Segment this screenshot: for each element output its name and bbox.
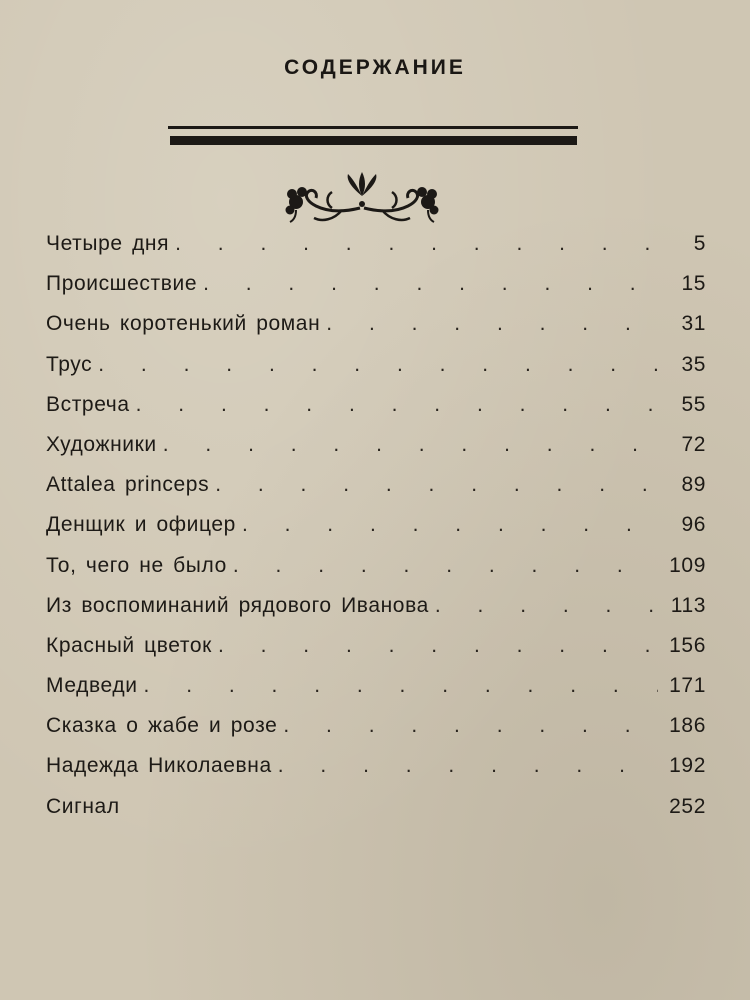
toc-entry [46,345,706,385]
dot-leader [136,385,658,425]
toc-entry [46,787,706,827]
dot-leader [175,224,658,264]
toc-entry-page: 109 [669,553,706,577]
toc-entry [46,666,706,706]
dot-leader [233,546,658,586]
toc-entry-title: Очень коротенький роман [46,312,321,336]
toc-entry-title: Встреча [46,392,130,416]
toc-entry-page: 156 [669,633,706,657]
dot-leader [435,586,658,626]
toc-entry-page: 5 [693,232,706,255]
dot-leader [203,264,658,304]
thick-rule-divider [170,136,577,145]
toc-entry-title: Художники [46,432,157,456]
dot-leader [283,706,658,746]
toc-entry-page: 186 [669,714,706,738]
toc-entry [46,505,706,545]
toc-entry [46,746,706,786]
toc-entry-page: 31 [681,312,706,336]
toc-entry-page: 192 [669,754,706,778]
thin-rule-divider [168,126,578,129]
dot-leader [278,746,658,786]
toc-entry [46,264,706,304]
toc-entry [46,626,706,666]
toc-entry [46,546,706,586]
toc-entry-title: Attalea princeps [46,473,210,497]
toc-entry-title: Трус [46,352,93,376]
toc-entry-page: 89 [681,473,706,497]
toc-entry-title: Денщик и офицер [46,513,236,537]
toc-entry [46,425,706,465]
toc-entry-page: 252 [669,794,706,818]
toc-entry [46,385,706,425]
toc-entry-title: Из воспоминаний рядового Иванова [46,593,429,617]
toc-entry [46,465,706,505]
toc-entry-page: 171 [669,674,706,698]
floral-ornament-icon [282,166,442,226]
dot-leader [144,666,658,706]
toc-entry-title: Сказка о жабе и розе [46,714,278,738]
toc-entry [46,586,706,626]
toc-entry-title: Четыре дня [46,232,170,255]
toc-entry-page: 72 [681,432,706,456]
toc-entry-page: 96 [681,513,706,537]
page-title: СОДЕРЖАНИЕ [284,56,466,79]
toc-entry-title: То, чего не было [46,553,227,577]
toc-entry-page: 55 [681,392,706,416]
toc-entry-title: Сигнал [46,794,120,818]
dot-leader [215,465,658,505]
table-of-contents [46,224,706,827]
toc-entry-title: Красный цветок [46,633,212,657]
toc-entry-page: 113 [670,593,706,617]
toc-entry [46,224,706,264]
toc-entry-title: Медведи [46,674,138,698]
dot-leader [163,425,658,465]
toc-entry-title: Происшествие [46,272,198,296]
toc-entry-title: Надежда Николаевна [46,754,272,778]
dot-leader [242,505,658,545]
toc-entry [46,706,706,746]
toc-entry-page: 15 [681,272,706,296]
dot-leader [218,626,658,666]
toc-entry [46,304,706,344]
dot-leader [98,345,658,385]
dot-leader [326,304,658,344]
toc-entry-page: 35 [681,352,706,376]
